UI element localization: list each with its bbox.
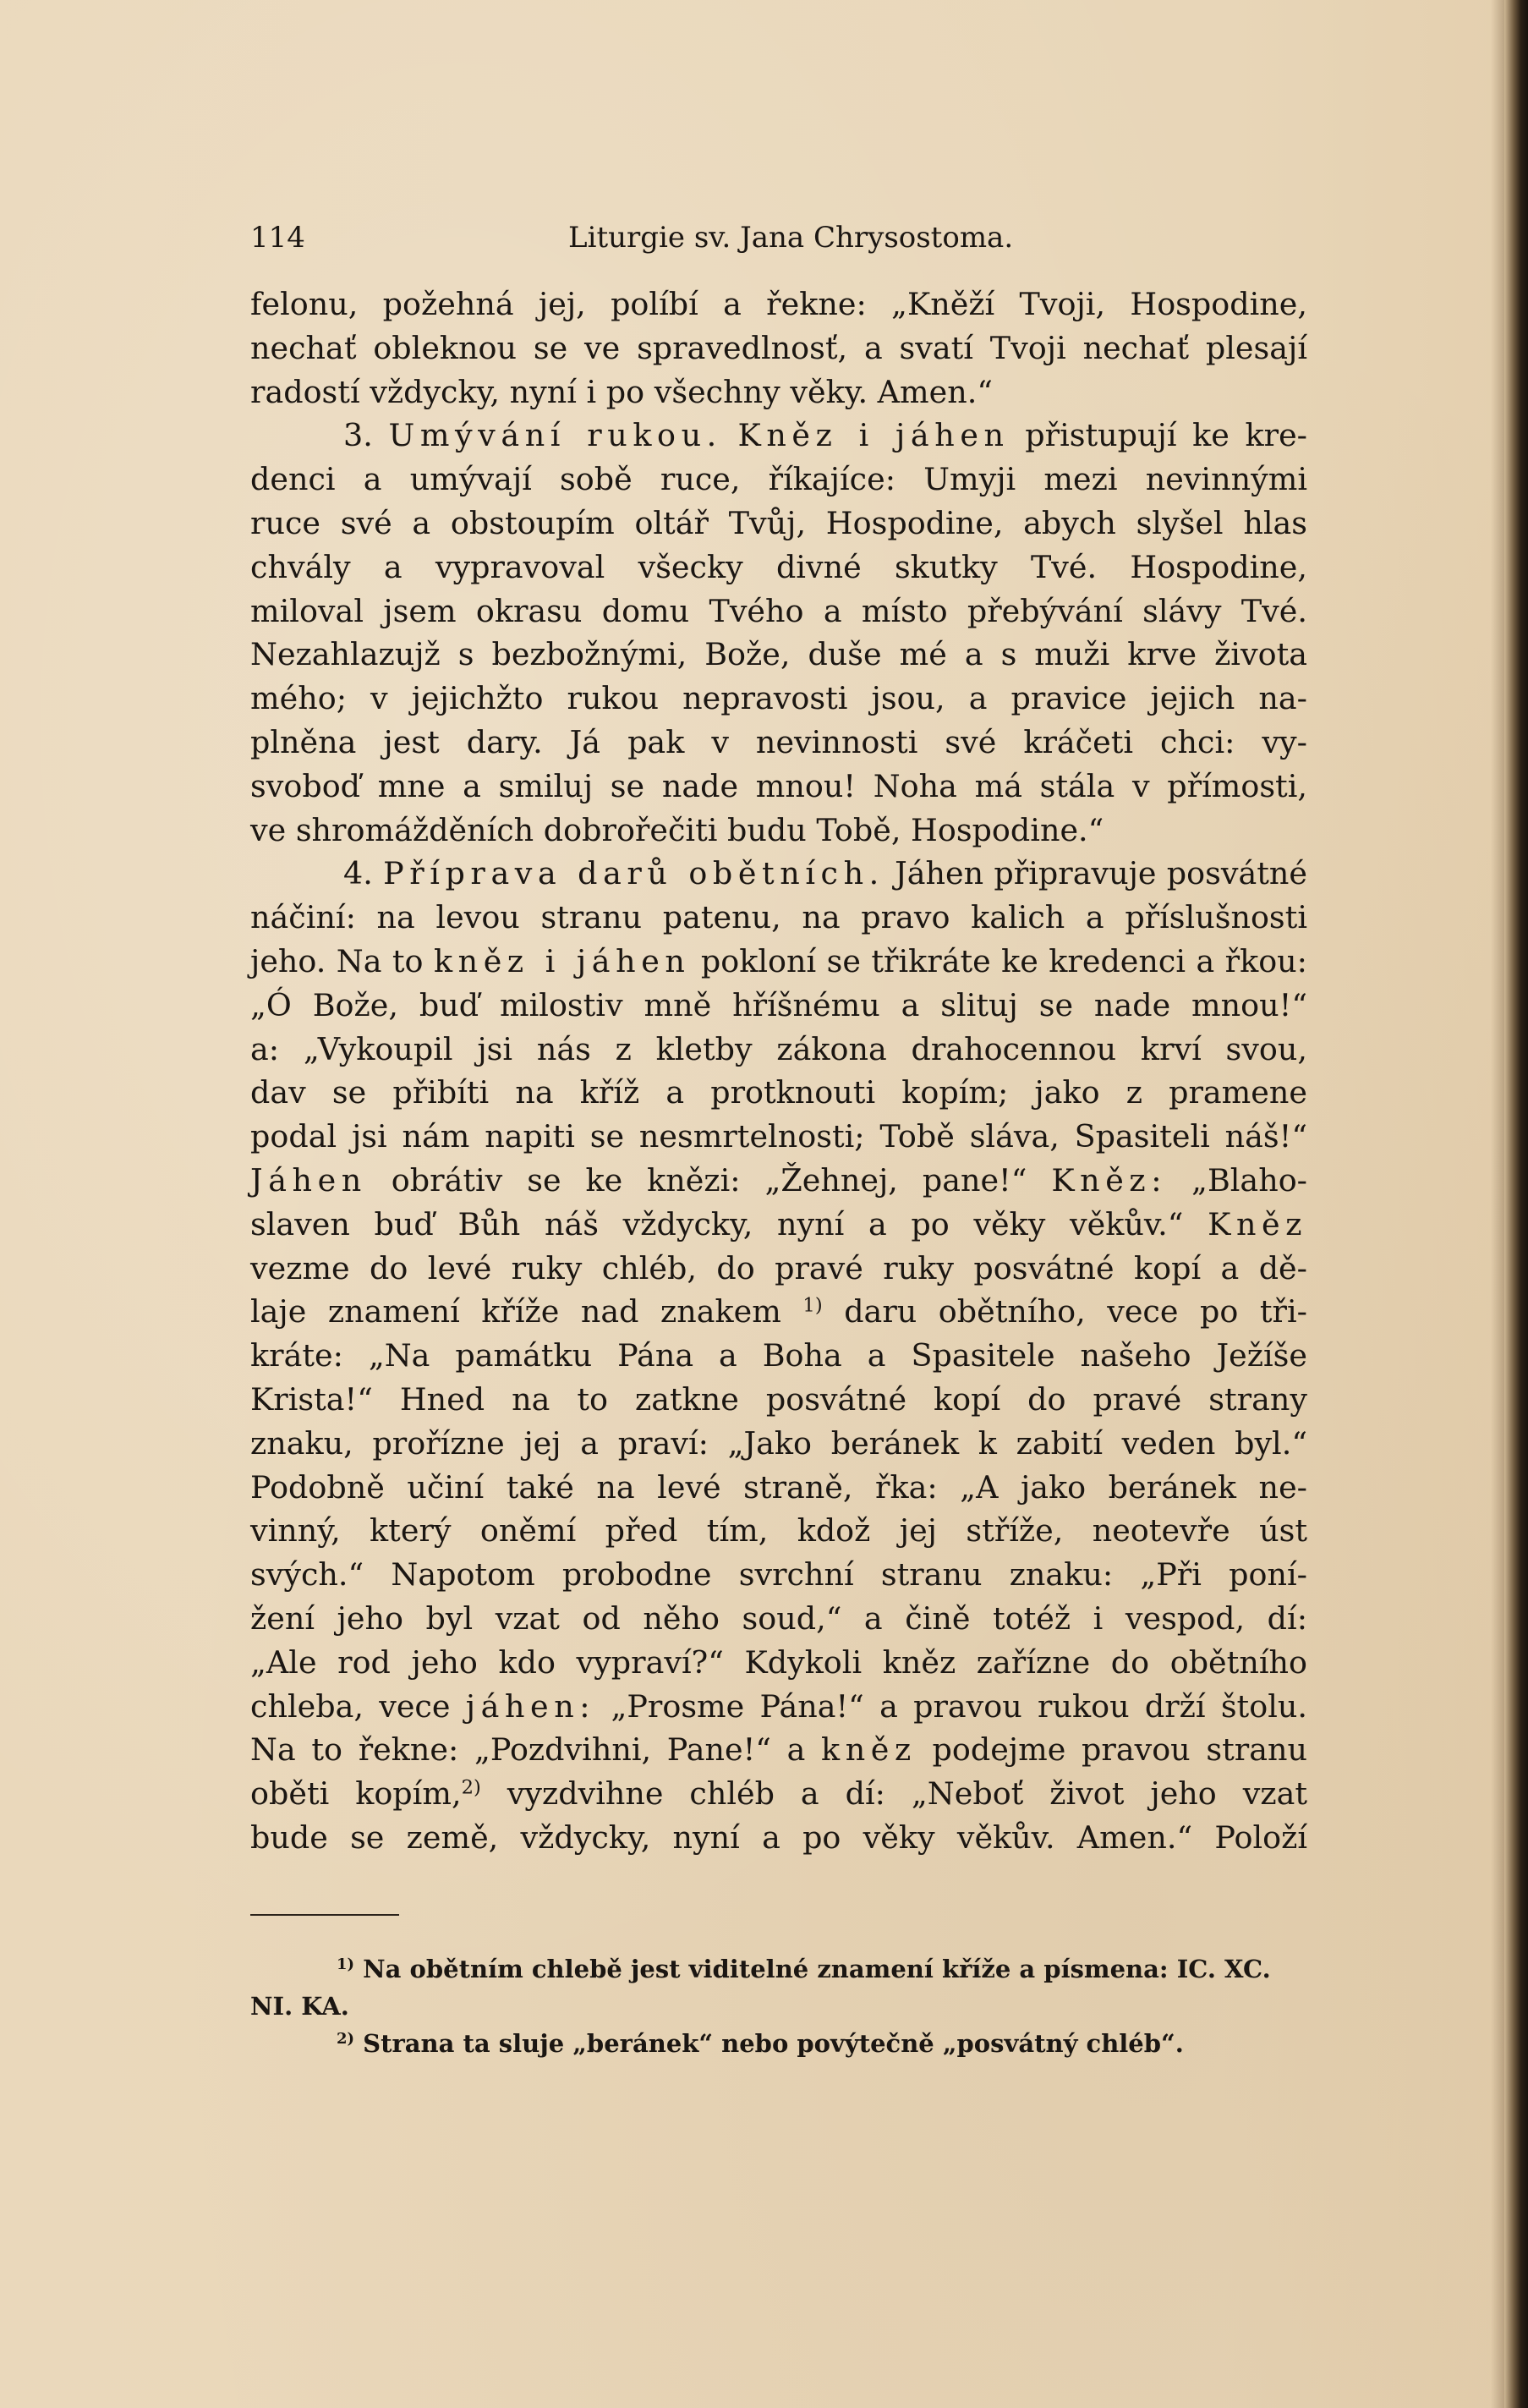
text-run: přistupují ke kre- — [1025, 417, 1308, 454]
text-line: nechať obleknou se ve spravedlnosť, a svatí Tvoji nechať plesají — [250, 329, 1307, 366]
text-line: podal jsi nám napiti se nesmrtelnosti; Tobě sláva, Spasiteli náš!“ — [250, 1118, 1307, 1155]
section-3-heading-line — [250, 414, 1307, 458]
text-run: vyzdvihne chléb a dí: „Neboť život jeho vzat — [507, 1775, 1307, 1813]
text-run: laje znamení kříže nad znakem — [250, 1293, 781, 1330]
footnote-1 — [250, 1950, 1307, 1988]
page-number: 114 — [250, 221, 305, 255]
text-run: obrátiv se ke knězi: „Žehnej, pane!“ — [391, 1161, 1027, 1199]
footnote-text: Na obětním chlebě jest viditelné znamení kříže a písmena: IC. XC. — [363, 1955, 1271, 1983]
text-line: bude se země, vždycky, nyní a po věky věkův. Amen.“ Položí — [250, 1818, 1307, 1856]
text-line: „Ale rod jeho kdo vypraví?“ Kdykoli kněz zařízne do obětního — [250, 1643, 1307, 1681]
text-line: Podobně učiní také na levé straně, řka: „A jako beránek ne- — [250, 1468, 1307, 1506]
text-line: vinný, který oněmí před tím, kdož jej stříže, neotevře úst — [250, 1512, 1307, 1550]
text-run: Na to řekne: „Pozdvihni, Pane!“ a — [250, 1731, 806, 1769]
text-line: ruce své a obstoupím oltář Tvůj, Hospodine, abych slyšel hlas — [250, 504, 1307, 541]
spaced-word: kněz i jáhen — [433, 942, 691, 979]
text-line: a: „Vykoupil jsi nás z kletby zákona drahocennou krví svou, — [250, 1030, 1307, 1067]
text-run: oběti kopím, — [250, 1775, 462, 1813]
footnote-reference[interactable]: 1) — [802, 1294, 823, 1317]
book-binding-edge — [1504, 0, 1528, 2408]
text-run: chleba, vece — [250, 1687, 451, 1725]
section-4-heading-line — [250, 852, 1307, 896]
footnote-1-continuation: NI. KA. — [250, 1992, 349, 2021]
text-line: kráte: „Na památku Pána a Boha a Spasitele našeho Ježíše — [250, 1337, 1307, 1374]
text-line: ve shromážděních dobrořečiti budu Tobě, Hospodine.“ — [250, 811, 1104, 848]
spaced-word: Kněz i jáhen — [737, 417, 1010, 454]
text-run: denci a umývají sobě ruce, říkajíce: — [250, 461, 896, 498]
text-line — [250, 1685, 1307, 1729]
section-title: Příprava darů obětních. — [383, 855, 884, 892]
text-run: pokloní se třikráte ke kredenci a řkou: — [700, 942, 1307, 979]
text-line: svoboď mne a smiluj se nade mnou! Noha má stála v přímosti, — [250, 767, 1307, 804]
text-line: „Ó Bože, buď milostiv mně hříšnému a slituj se nade mnou!“ — [250, 986, 1307, 1023]
spaced-word: Kněz: — [1051, 1161, 1168, 1199]
text-line: dav se přibíti na kříž a protknouti kopím; jako z pramene — [250, 1074, 1307, 1111]
text-line — [250, 1290, 1307, 1334]
text-line — [250, 1772, 1307, 1816]
text-line: náčiní: na levou stranu patenu, na pravo kalich a příslušnosti — [250, 899, 1307, 936]
text-line: znaku, prořízne jej a praví: „Jako beránek k zabití veden byl.“ — [250, 1424, 1307, 1462]
footnote-divider — [250, 1914, 399, 1916]
spaced-word: Kněz — [1208, 1205, 1307, 1242]
text-line: žení jeho byl vzat od něho soud,“ a čině totéž i vespod, dí: — [250, 1599, 1307, 1637]
footnote-mark: 1) — [337, 1955, 355, 1974]
text-line — [250, 940, 1307, 984]
footnotes — [250, 1950, 1307, 2062]
text-run: slaven buď Bůh náš vždycky, nyní a po věky věkův.“ — [250, 1205, 1184, 1242]
binding-shadow — [1491, 0, 1504, 2408]
text-line: miloval jsem okrasu domu Tvého a místo přebývání slávy Tvé. — [250, 592, 1307, 629]
footnote-reference[interactable]: 2) — [461, 1776, 481, 1799]
main-text — [250, 282, 1307, 1860]
spaced-word: jáhen: — [465, 1687, 596, 1725]
running-header — [250, 217, 1307, 259]
text-run: podejme pravou stranu — [932, 1731, 1307, 1769]
text-line — [250, 458, 1307, 502]
text-line: Nezahlazujž s bezbožnými, Bože, duše mé a s muži krve života — [250, 636, 1307, 673]
text-line: vezme do levé ruky chléb, do pravé ruky posvátné kopí a dě- — [250, 1249, 1307, 1286]
spaced-word: Jáhen — [250, 1161, 367, 1199]
text-run: posvátné — [1166, 855, 1308, 892]
section-number: 4. — [343, 855, 373, 892]
text-line — [250, 1159, 1307, 1203]
running-title: Liturgie sv. Jana Chrysostoma. — [568, 221, 1014, 255]
footnote-2 — [250, 2025, 1307, 2062]
text-line: mého; v jejichžto rukou nepravosti jsou, a pravice jejich na- — [250, 680, 1307, 717]
footnote-mark: 2) — [337, 2030, 355, 2049]
footnote-text: Strana ta sluje „beránek“ nebo povýtečně „posvátný chléb“. — [363, 2029, 1184, 2058]
text-line: radostí vždycky, nyní i po všechny věky. Amen.“ — [250, 373, 994, 410]
text-line: felonu, požehná jej, políbí a řekne: „Kněží Tvoji, Hospodine, — [250, 286, 1307, 322]
text-run: „Blaho- — [1191, 1161, 1308, 1199]
text-line — [250, 1728, 1307, 1772]
section-number: 3. — [343, 417, 373, 454]
text-line: Krista!“ Hned na to zatkne posvátné kopí do pravé strany — [250, 1380, 1307, 1418]
text-line: plněna jest dary. Já pak v nevinnosti své kráčeti chci: vy- — [250, 723, 1307, 760]
text-run: daru obětního, vece po tři- — [844, 1293, 1307, 1330]
text-run: „Prosme Pána!“ a pravou rukou drží štolu. — [611, 1687, 1307, 1725]
spaced-word: kněz — [821, 1731, 917, 1769]
text-line: chvály a vypravoval všecky divné skutky Tvé. Hospodine, — [250, 548, 1307, 585]
text-run: Umyji mezi nevinnými — [923, 461, 1308, 498]
text-line: svých.“ Napotom probodne svrchní stranu znaku: „Při poní- — [250, 1556, 1307, 1593]
section-title: Umývání rukou. — [388, 417, 722, 454]
text-run: jeho. Na to — [250, 942, 424, 979]
text-run: Jáhen připravuje — [895, 855, 1157, 892]
text-line — [250, 1203, 1307, 1247]
